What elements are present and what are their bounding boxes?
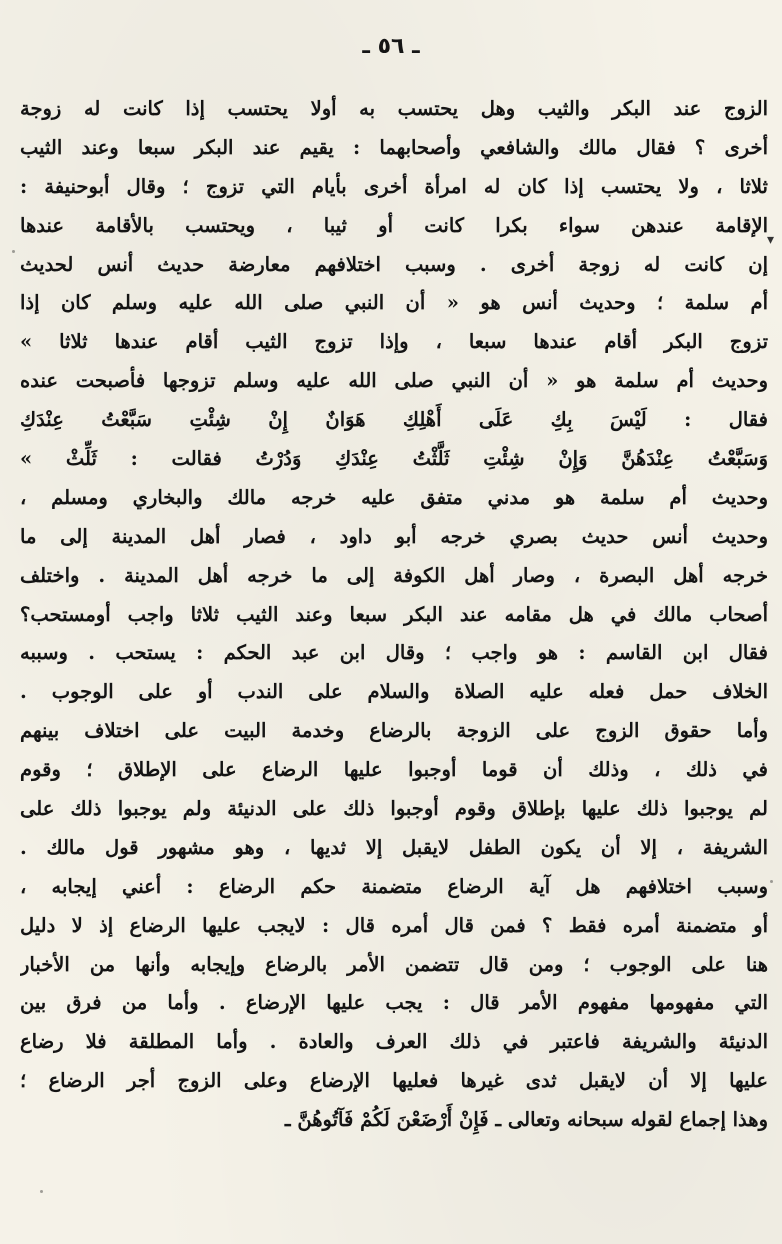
text-line: التي مفهومها مفهوم الأمر قال : يجب عليها الإرضاع . وأما من فرق بين [20,991,768,1015]
paper-speck [12,250,15,253]
text-line: فقال ابن القاسم : هو واجب ؛ وقال ابن عبد الحكم : يستحب . وسببه [20,641,768,665]
text-line: وأما حقوق الزوج على الزوجة بالرضاع وخدمة البيت على اختلاف بينهم [20,719,768,743]
text-line: وسبب اختلافهم هل آية الرضاع متضمنة حكم الرضاع : أعني إيجابه ، [20,874,768,898]
text-line: وهذا إجماع لقوله سبحانه وتعالى ـ فَإِنْ أَرْضَعْنَ لَكُمْ فَآتُوهُنَّ ـ [284,1108,768,1132]
text-line: الزوج عند البكر والثيب وهل يحتسب به أولا يحتسب إذا كانت له زوجة [20,97,768,120]
paper-speck [40,1190,43,1193]
text-line: عليها إلا أن لايقبل ثدى غيرها فعليها الإرضاع وعلى الزوج أجر الرضاع ؛ [20,1069,768,1093]
text-line: هنا على الوجوب ؛ ومن قال تتضمن الأمر بالرضاع وإيجابه وأنها من الأخبار [20,952,768,976]
text-line: أو متضمنة أمره فقط ؟ فمن قال أمره قال : لايجب عليها الرضاع إذ لا دليل [20,913,768,937]
text-line: وَسَبَّعْتُ عِنْدَهُنَّ وَإِنْ شِئْتِ ثَلَّثْتُ عِنْدَكِ وَدُرْتُ فقالت : ثَلِّثْ » [20,447,768,471]
text-line: وحديث أنس حديث بصري خرجه أبو داود ، فصار أهل المدينة إلى ما [20,524,768,548]
text-line: أم سلمة ؛ وحديث أنس هو « أن النبي صلى الله عليه وسلم كان إذا [20,291,768,315]
text-line: في ذلك ، وذلك أن قوما أوجبوا عليها الرضاع على الإطلاق ؛ وقوم [20,758,768,782]
text-line: لم يوجبوا ذلك عليها بإطلاق وقوم أوجبوا ذلك على الدنيئة ولم يوجبوا ذلك على [20,797,768,821]
text-line: خرجه أهل البصرة ، وصار أهل الكوفة إلى ما خرجه أهل المدينة . واختلف [20,563,768,587]
margin-mark: ▾ [766,232,774,248]
text-line: تزوج البكر أقام عندها سبعا ، وإذا تزوج الثيب أقام عندها ثلاثا » [20,330,768,354]
text-line: الشريفة ، إلا أن يكون الطفل لايقبل إلا ثديها ، وهو مشهور قول مالك . [20,835,768,859]
text-line: الخلاف حمل فعله عليه الصلاة والسلام على الندب أو على الوجوب . [20,680,768,704]
text-line: فقال : لَيْسَ بِكِ عَلَى أَهْلِكِ هَوَانٌ إِنْ شِئْتِ سَبَّعْتُ عِنْدَكِ [20,408,768,432]
text-line: أصحاب مالك في هل مقامه عند البكر سبعا وعند الثيب ثلاثا واجب أومستحب؟ [20,602,768,626]
text-line: الدنيئة والشريفة فاعتبر في ذلك العرف والعادة . وأما المطلقة فلا رضاع [20,1030,768,1054]
text-line: ثلاثا ، ولا يحتسب إذا كان له امرأة أخرى بأيام التي تزوج ؛ وقال أبوحنيفة : [20,174,768,198]
body-text [20,90,768,1140]
text-line: أخرى ؟ فقال مالك والشافعي وأصحابهما : يقيم عند البكر سبعا وعند الثيب [20,135,768,159]
text-line: وحديث أم سلمة هو « أن النبي صلى الله عليه وسلم تزوجها فأصبحت عنده [20,369,768,393]
text-line: وحديث أم سلمة هو مدني متفق عليه خرجه مالك والبخاري ومسلم ، [20,485,768,509]
page-number: ـ ٥٦ ـ [362,34,420,59]
paper-speck [770,880,773,883]
text-line: إن كانت له زوجة أخرى . وسبب اختلافهم معارضة حديث أنس لحديث [20,252,768,276]
text-line: الإقامة عندهن سواء بكرا كانت أو ثيبا ، ويحتسب بالأقامة عندها [20,213,768,237]
